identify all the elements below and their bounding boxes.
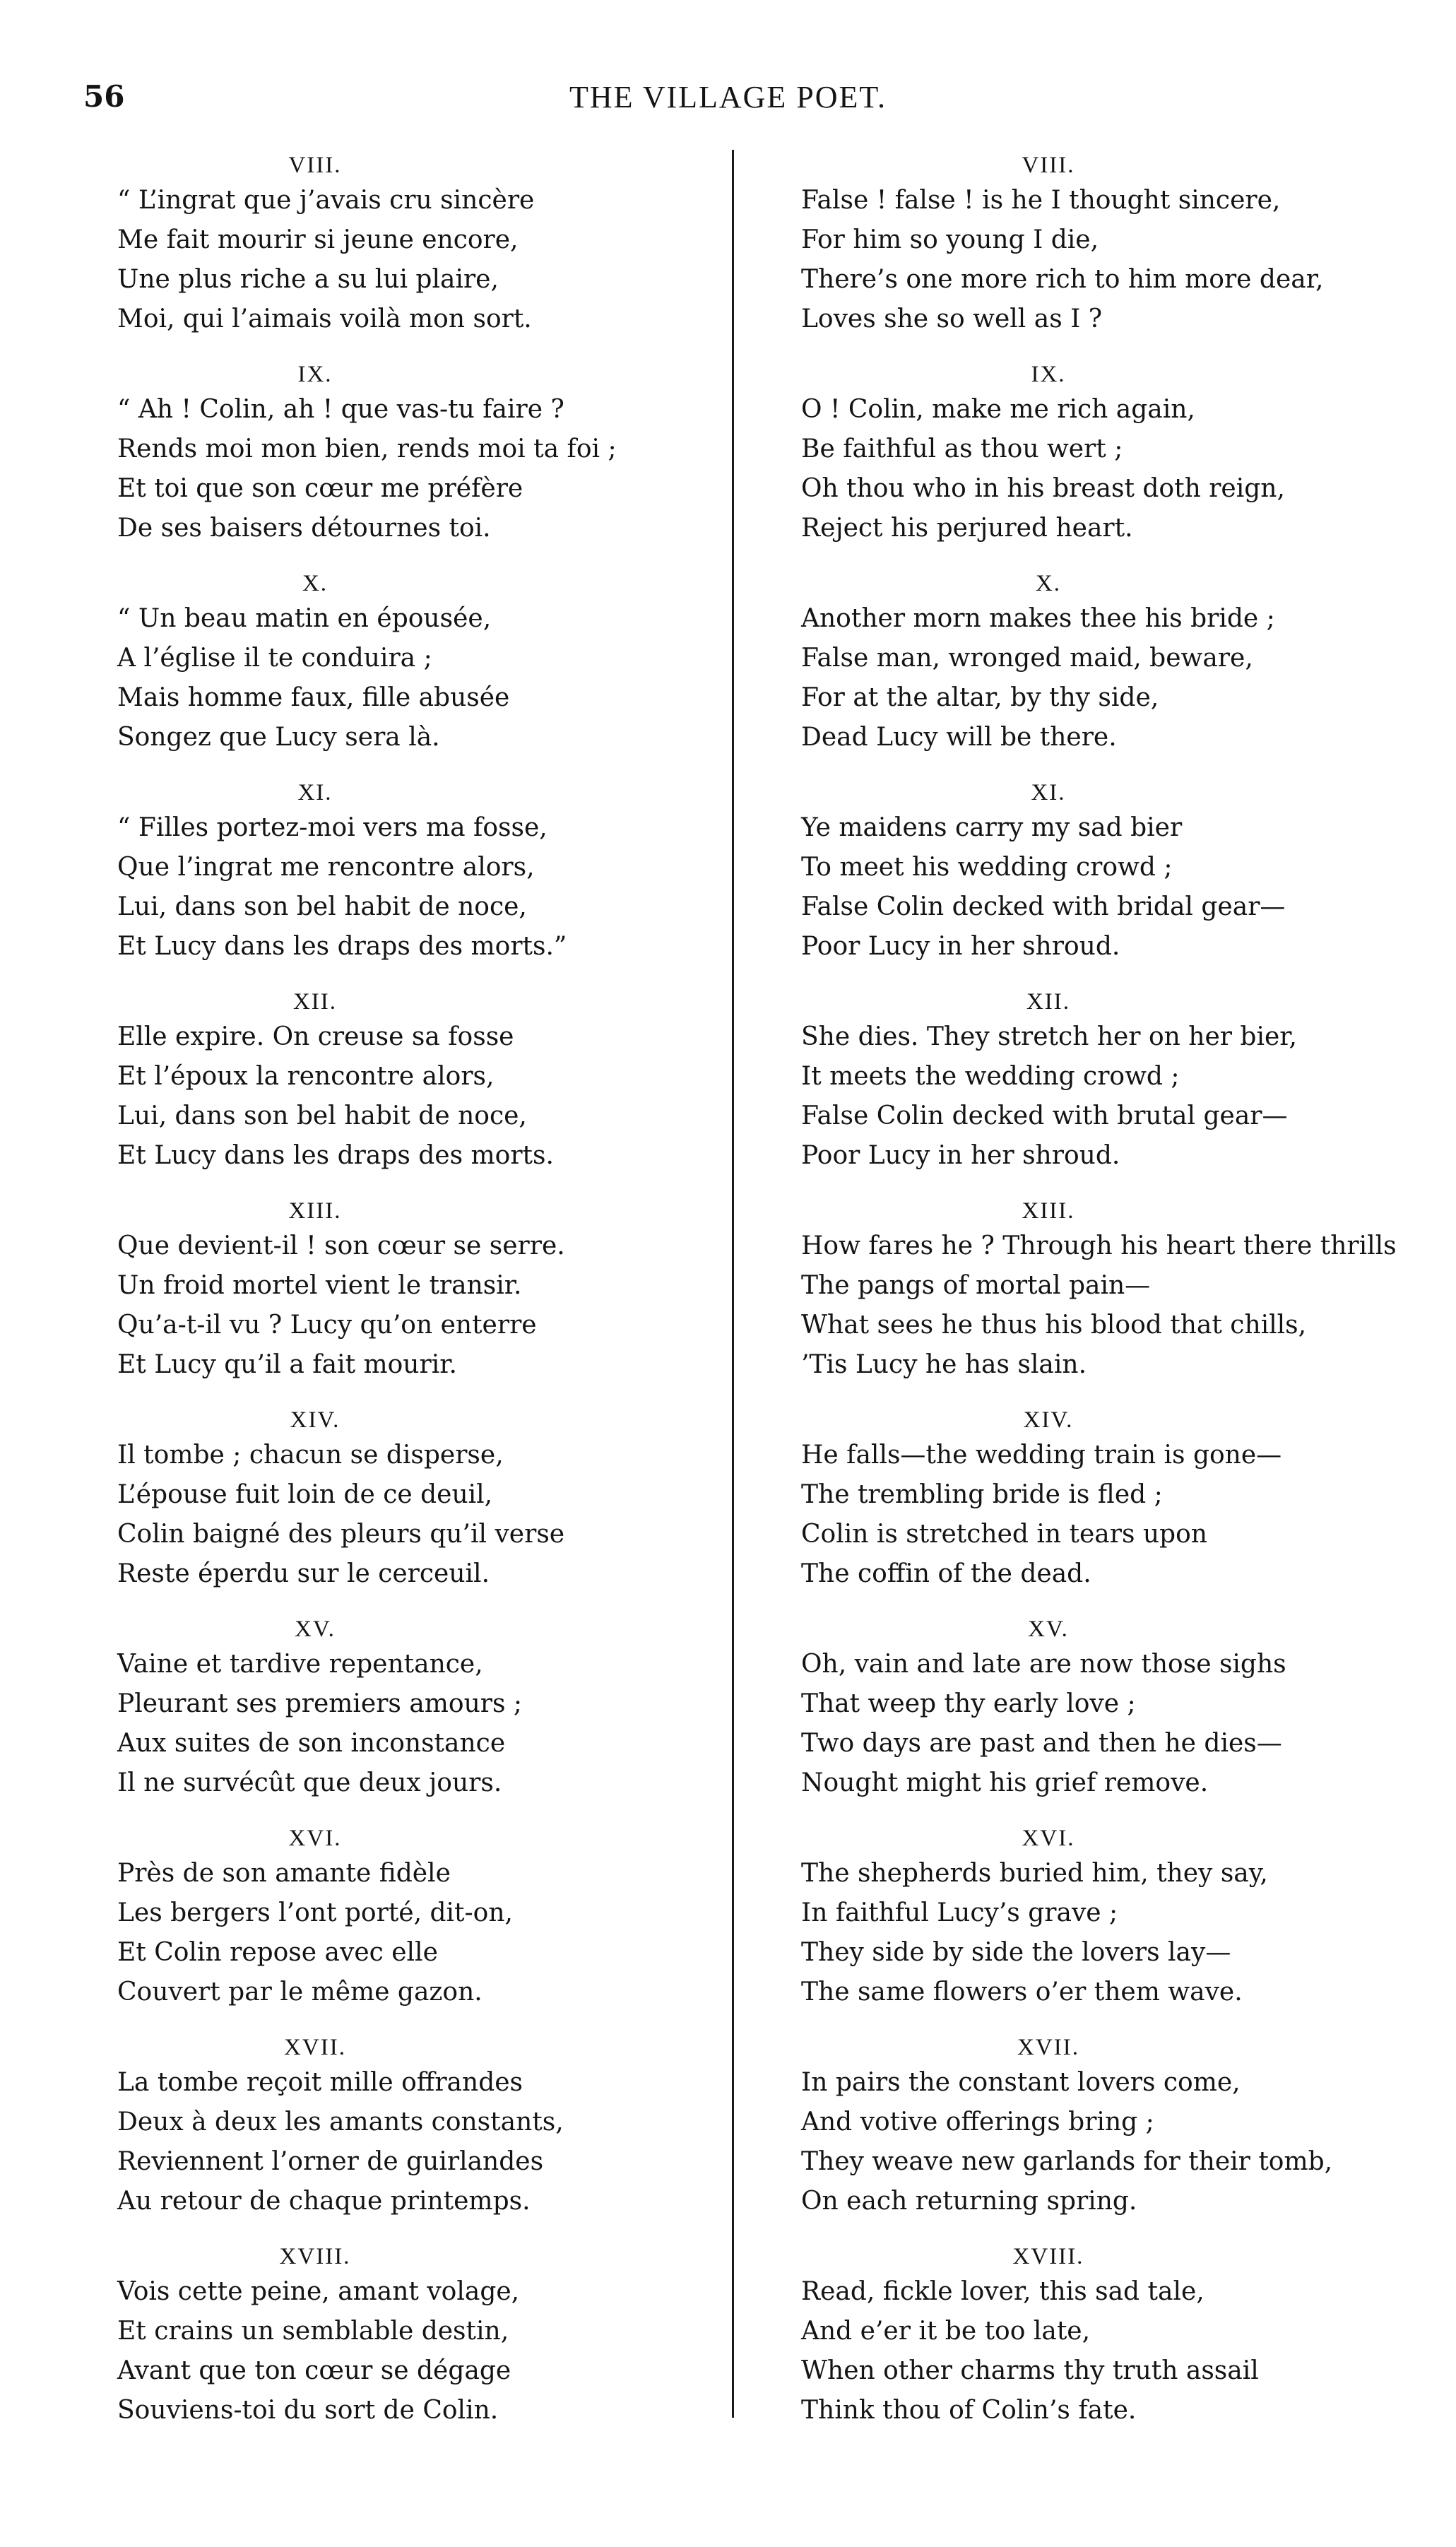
verse-line: Two days are past and then he dies— xyxy=(801,1729,1282,1758)
verse-line: The same flowers o’er them wave. xyxy=(801,1978,1243,2007)
verse-line: Et l’époux la rencontre alors, xyxy=(117,1062,495,1091)
verse-line: “ Filles portez-moi vers ma fosse, xyxy=(117,813,548,842)
verse-line: The trembling bride is fled ; xyxy=(801,1480,1163,1509)
verse-line: She dies. They stretch her on her bier, xyxy=(801,1022,1297,1051)
verse-line: How fares he ? Through his heart there thrills xyxy=(801,1231,1397,1260)
french-column xyxy=(117,150,704,2450)
verse-line: Lui, dans son bel habit de noce, xyxy=(117,892,527,921)
verse-line: Pleurant ses premiers amours ; xyxy=(117,1689,523,1718)
verse-line: Il ne survécût que deux jours. xyxy=(117,1768,502,1797)
stanza xyxy=(801,359,1423,568)
stanza-numeral: XIII. xyxy=(288,1198,342,1224)
verse-line: Read, fickle lover, this sad tale, xyxy=(801,2277,1205,2306)
verse-line: Il tombe ; chacun se disperse, xyxy=(117,1441,504,1470)
stanza-numeral: VIII. xyxy=(1022,153,1075,178)
verse-line: Et toi que son cœur me préfère xyxy=(117,474,523,503)
stanza-numeral: XVII. xyxy=(1017,2035,1079,2060)
stanza xyxy=(801,2241,1423,2450)
stanza-numeral: XV. xyxy=(295,1617,336,1642)
verse-line: Colin baigné des pleurs qu’il verse xyxy=(117,1520,565,1549)
verse-line: Another morn makes thee his bride ; xyxy=(801,604,1275,633)
verse-line: It meets the wedding crowd ; xyxy=(801,1062,1180,1091)
verse-line: Mais homme faux, fille abusée xyxy=(117,683,510,712)
verse-line: Poor Lucy in her shroud. xyxy=(801,932,1120,961)
stanza-numeral: XVI. xyxy=(288,1826,342,1851)
verse-line: Songez que Lucy sera là. xyxy=(117,723,440,752)
verse-line: Poor Lucy in her shroud. xyxy=(801,1141,1120,1170)
verse-line: Be faithful as thou wert ; xyxy=(801,435,1123,463)
stanza-numeral: XI. xyxy=(297,780,333,805)
stanza-numeral: XVIII. xyxy=(279,2244,351,2269)
verse-line: Une plus riche a su lui plaire, xyxy=(117,265,499,294)
verse-line: Et Colin repose avec elle xyxy=(117,1938,438,1967)
verse-line: Lui, dans son bel habit de noce, xyxy=(117,1101,527,1130)
verse-line: Moi, qui l’aimais voilà mon sort. xyxy=(117,305,532,333)
verse-line: Oh thou who in his breast doth reign, xyxy=(801,474,1285,503)
verse-line: False Colin decked with bridal gear— xyxy=(801,892,1286,921)
verse-line: Aux suites de son inconstance xyxy=(117,1729,506,1758)
page-number: 56 xyxy=(83,79,125,114)
stanza xyxy=(801,1614,1423,1823)
verse-line: For at the altar, by thy side, xyxy=(801,683,1159,712)
verse-line: Que devient-il ! son cœur se serre. xyxy=(117,1231,565,1260)
stanza xyxy=(801,986,1423,1195)
stanza-numeral: XIV. xyxy=(290,1407,341,1433)
verse-line: There’s one more rich to him more dear, xyxy=(801,265,1324,294)
verse-line: That weep thy early love ; xyxy=(801,1689,1136,1718)
stanza xyxy=(801,1195,1423,1405)
verse-line: They side by side the lovers lay— xyxy=(801,1938,1231,1967)
stanza xyxy=(117,568,704,777)
verse-line: What sees he thus his blood that chills, xyxy=(801,1311,1307,1340)
verse-line: Think thou of Colin’s fate. xyxy=(801,2396,1137,2425)
stanza xyxy=(117,1195,704,1405)
stanza-numeral: VIII. xyxy=(288,153,342,178)
verse-line: The pangs of mortal pain— xyxy=(801,1271,1151,1300)
verse-line: In faithful Lucy’s grave ; xyxy=(801,1898,1118,1927)
verse-line: And votive offerings bring ; xyxy=(801,2108,1154,2137)
verse-line: Au retour de chaque printemps. xyxy=(117,2187,531,2216)
verse-line: A l’église il te conduira ; xyxy=(117,644,432,673)
stanza xyxy=(801,568,1423,777)
verse-line: He falls—the wedding train is gone— xyxy=(801,1441,1282,1470)
stanza-numeral: IX. xyxy=(297,362,333,387)
stanza-numeral: XVI. xyxy=(1022,1826,1075,1851)
verse-line: On each returning spring. xyxy=(801,2187,1137,2216)
verse-line: Elle expire. On creuse sa fosse xyxy=(117,1022,514,1051)
stanza xyxy=(117,1823,704,2032)
verse-line: Qu’a-t-il vu ? Lucy qu’on enterre xyxy=(117,1311,537,1340)
verse-line: Dead Lucy will be there. xyxy=(801,723,1117,752)
verse-line: Vois cette peine, amant volage, xyxy=(117,2277,520,2306)
verse-line: L’épouse fuit loin de ce deuil, xyxy=(117,1480,493,1509)
stanza-numeral: XVIII. xyxy=(1012,2244,1084,2269)
verse-line: The coffin of the dead. xyxy=(801,1559,1091,1588)
verse-line: Me fait mourir si jeune encore, xyxy=(117,225,519,254)
verse-line: And e’er it be too late, xyxy=(801,2317,1091,2346)
verse-line: False ! false ! is he I thought sincere, xyxy=(801,186,1281,215)
verse-line: Reject his perjured heart. xyxy=(801,514,1133,543)
verse-line: Avant que ton cœur se dégage xyxy=(117,2356,511,2385)
stanza-numeral: XII. xyxy=(292,989,338,1015)
column-divider xyxy=(732,150,734,2418)
stanza-numeral: X. xyxy=(302,571,329,596)
verse-line: “ Ah ! Colin, ah ! que vas-tu faire ? xyxy=(117,395,564,424)
verse-line: Rends moi mon bien, rends moi ta foi ; xyxy=(117,435,617,463)
stanza xyxy=(117,777,704,986)
verse-line: Vaine et tardive repentance, xyxy=(117,1650,483,1679)
stanza xyxy=(801,2032,1423,2241)
stanza xyxy=(117,1614,704,1823)
stanza xyxy=(117,150,704,359)
verse-line: Couvert par le même gazon. xyxy=(117,1978,483,2007)
stanza-numeral: XII. xyxy=(1026,989,1071,1015)
verse-line: La tombe reçoit mille offrandes xyxy=(117,2068,523,2097)
english-column xyxy=(801,150,1423,2450)
stanza-numeral: XV. xyxy=(1028,1617,1069,1642)
stanza xyxy=(117,2032,704,2241)
stanza xyxy=(801,150,1423,359)
verse-line: When other charms thy truth assail xyxy=(801,2356,1259,2385)
verse-line: Près de son amante fidèle xyxy=(117,1859,451,1888)
stanza xyxy=(801,1405,1423,1614)
verse-line: Reviennent l’orner de guirlandes xyxy=(117,2147,544,2176)
verse-line: “ L’ingrat que j’avais cru sincère xyxy=(117,186,535,215)
verse-line: De ses baisers détournes toi. xyxy=(117,514,491,543)
stanza-numeral: XIII. xyxy=(1022,1198,1075,1224)
stanza xyxy=(117,2241,704,2450)
verse-line: Ye maidens carry my sad bier xyxy=(801,813,1183,842)
verse-line: Loves she so well as I ? xyxy=(801,305,1103,333)
verse-line: Et Lucy dans les draps des morts. xyxy=(117,1141,554,1170)
verse-line: Reste éperdu sur le cerceuil. xyxy=(117,1559,490,1588)
verse-line: False Colin decked with brutal gear— xyxy=(801,1101,1288,1130)
verse-line: For him so young I die, xyxy=(801,225,1099,254)
verse-line: Un froid mortel vient le transir. xyxy=(117,1271,522,1300)
stanza xyxy=(801,777,1423,986)
verse-line: Les bergers l’ont porté, dit-on, xyxy=(117,1898,513,1927)
verse-line: Et crains un semblable destin, xyxy=(117,2317,509,2346)
verse-line: Et Lucy dans les draps des morts.” xyxy=(117,932,567,961)
verse-line: Que l’ingrat me rencontre alors, xyxy=(117,853,535,882)
verse-line: ’Tis Lucy he has slain. xyxy=(801,1350,1087,1379)
stanza xyxy=(117,1405,704,1614)
verse-line: Et Lucy qu’il a fait mourir. xyxy=(117,1350,457,1379)
stanza-numeral: XI. xyxy=(1031,780,1066,805)
running-head: THE VILLAGE POET. xyxy=(569,80,887,114)
verse-line: O ! Colin, make me rich again, xyxy=(801,395,1195,424)
verse-line: Deux à deux les amants constants, xyxy=(117,2108,564,2137)
stanza xyxy=(117,359,704,568)
verse-line: False man, wronged maid, beware, xyxy=(801,644,1253,673)
verse-line: Oh, vain and late are now those sighs xyxy=(801,1650,1286,1679)
verse-line: To meet his wedding crowd ; xyxy=(801,853,1173,882)
stanza-numeral: IX. xyxy=(1031,362,1066,387)
stanza-numeral: X. xyxy=(1035,571,1062,596)
verse-line: Nought might his grief remove. xyxy=(801,1768,1209,1797)
verse-line: They weave new garlands for their tomb, xyxy=(801,2147,1333,2176)
stanza xyxy=(801,1823,1423,2032)
verse-line: Colin is stretched in tears upon xyxy=(801,1520,1207,1549)
stanza-numeral: XVII. xyxy=(284,2035,346,2060)
verse-line: In pairs the constant lovers come, xyxy=(801,2068,1241,2097)
stanza-numeral: XIV. xyxy=(1023,1407,1074,1433)
verse-line: The shepherds buried him, they say, xyxy=(801,1859,1268,1888)
verse-line: “ Un beau matin en épousée, xyxy=(117,604,492,633)
stanza xyxy=(117,986,704,1195)
verse-line: Souviens-toi du sort de Colin. xyxy=(117,2396,499,2425)
